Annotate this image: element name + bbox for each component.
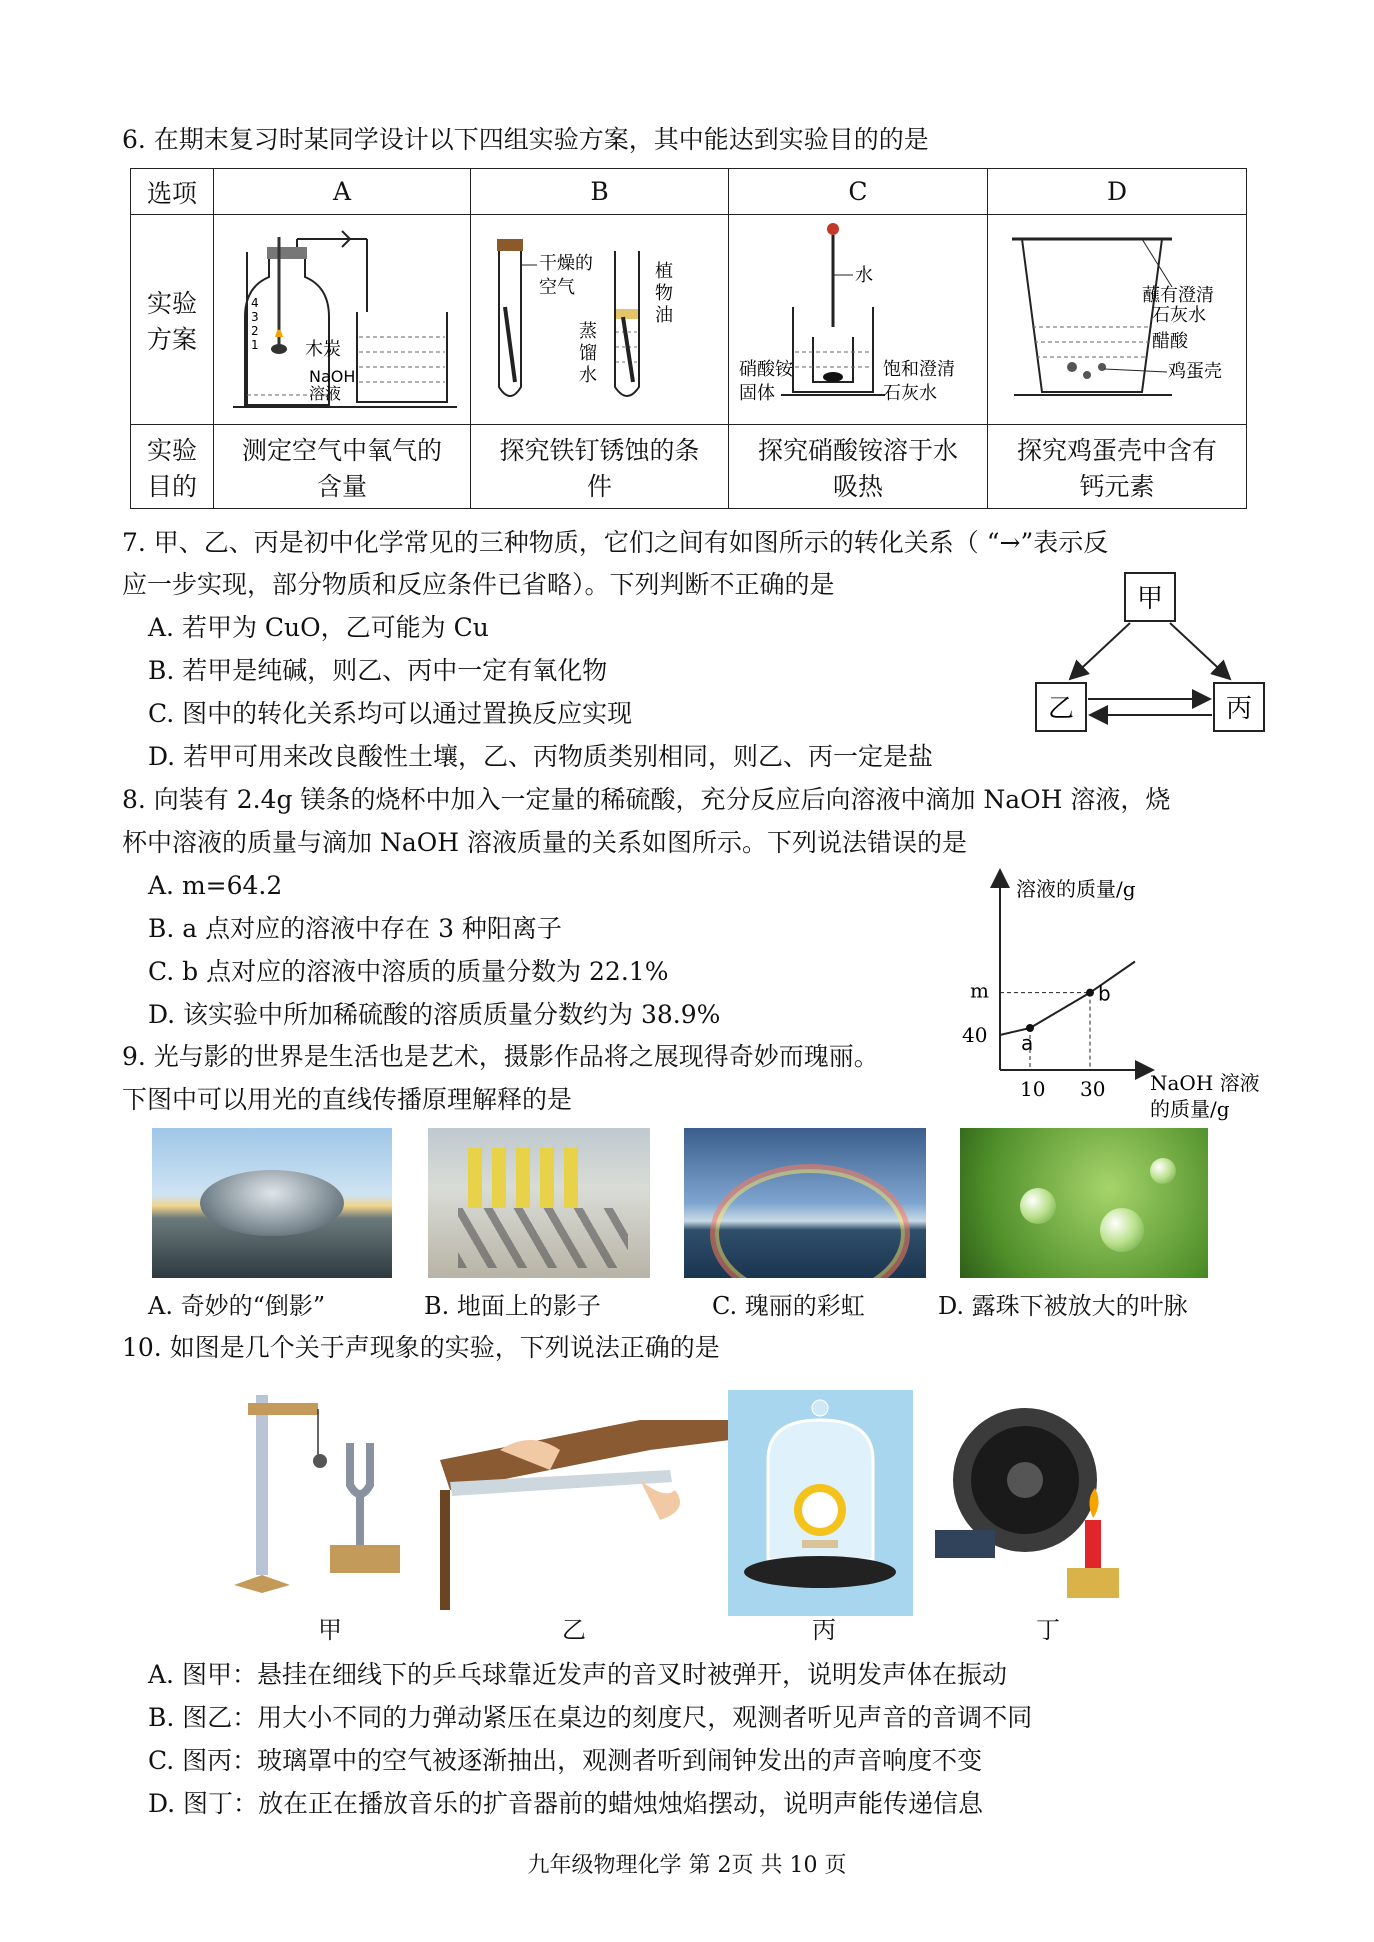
nail-rust-test-tubes-diagram xyxy=(475,217,725,417)
oxygen-measure-apparatus-diagram xyxy=(217,217,467,417)
x-axis-label-line-2: 的质量/g xyxy=(1150,1097,1230,1121)
svg-text:蒸: 蒸 xyxy=(578,320,597,342)
svg-text:油: 油 xyxy=(654,304,673,326)
svg-text:石灰水: 石灰水 xyxy=(883,382,937,404)
q9-stem-line-2: 下图中可以用光的直线传播原理解释的是 xyxy=(122,1085,573,1114)
q6-b-apparatus xyxy=(471,215,729,425)
q10-option-c: C. 图丙：玻璃罩中的空气被逐渐抽出，观测者听到闹钟发出的声音响度不变 xyxy=(148,1746,983,1775)
q9-caption-b: B. 地面上的影子 xyxy=(424,1292,601,1320)
q10-figure-label-bing: 丙 xyxy=(812,1616,836,1644)
q10-option-d: D. 图丁：放在正在播放音乐的扩音器前的蜡烛烛焰摆动，说明声能传递信息 xyxy=(148,1789,984,1818)
q6-plan-label: 实验 方案 xyxy=(131,215,214,425)
svg-text:蘸有澄清: 蘸有澄清 xyxy=(1142,284,1214,306)
q6-col-d-letter: D xyxy=(988,169,1247,215)
q6-goal-label: 实验 目的 xyxy=(131,425,214,509)
q6-c-apparatus xyxy=(729,215,988,425)
x-axis-label-line-1: NaOH 溶液 xyxy=(1150,1071,1260,1095)
ammonium-nitrate-beaker-diagram xyxy=(733,217,983,417)
q7-option-b: B. 若甲是纯碱，则乙、丙中一定有氧化物 xyxy=(148,656,608,685)
q6-stem: 6. 在期末复习时某同学设计以下四组实验方案，其中能达到实验目的的是 xyxy=(122,125,929,154)
q6-d-apparatus xyxy=(988,215,1247,425)
q9-caption-c: C. 瑰丽的彩虹 xyxy=(712,1292,865,1320)
page-footer: 九年级物理化学 第 2页 共 10 页 xyxy=(527,1853,847,1878)
q10-figure-label-ding: 丁 xyxy=(1036,1616,1060,1644)
q10-option-b: B. 图乙：用大小不同的力弹动紧压在桌边的刻度尺，观测者听见声音的音调不同 xyxy=(148,1703,1033,1732)
q7-stem-line-2: 应一步实现，部分物质和反应条件已省略）。下列判断不正确的是 xyxy=(122,570,835,599)
q10-option-a: A. 图甲：悬挂在细线下的乒乓球靠近发声的音叉时被弹开，说明发声体在振动 xyxy=(148,1660,1007,1689)
svg-text:固体: 固体 xyxy=(739,382,775,404)
q6-col-a-letter: A xyxy=(214,169,471,215)
speaker-candle-illustration xyxy=(935,1400,1145,1610)
q9-stem-line-1: 9. 光与影的世界是生活也是艺术，摄影作品将之展现得奇妙而瑰丽。 xyxy=(122,1042,879,1071)
svg-text:水: 水 xyxy=(855,264,873,286)
svg-text:空气: 空气 xyxy=(538,276,575,298)
q8-option-b: B. a 点对应的溶液中存在 3 种阳离子 xyxy=(148,914,562,943)
bell-jar-alarm-clock-illustration xyxy=(728,1390,913,1616)
node-bing: 丙 xyxy=(1225,694,1253,724)
q7-stem-line-1: 7. 甲、乙、丙是初中化学常见的三种物质，它们之间有如图所示的转化关系（ “→”表示反 xyxy=(122,528,1109,557)
svg-text:水: 水 xyxy=(578,364,597,386)
svg-text:溶液: 溶液 xyxy=(309,383,342,403)
q10-stem: 10. 如图是几个关于声现象的实验，下列说法正确的是 xyxy=(122,1333,720,1362)
q7-option-a: A. 若甲为 CuO，乙可能为 Cu xyxy=(148,613,489,642)
q6-b-goal: 探究铁钉锈蚀的条 件 xyxy=(471,425,729,509)
node-jia: 甲 xyxy=(1136,584,1164,614)
y-tick-40: 40 xyxy=(962,1023,988,1047)
svg-text:干燥的: 干燥的 xyxy=(538,252,593,274)
q6-a-goal: 测定空气中氧气的 含量 xyxy=(214,425,471,509)
svg-text:饱和澄清: 饱和澄清 xyxy=(883,358,955,380)
q8-option-a: A. m=64.2 xyxy=(148,871,283,900)
q8-option-d: D. 该实验中所加稀硫酸的溶质质量分数约为 38.9% xyxy=(148,1000,721,1029)
x-tick-30: 30 xyxy=(1080,1077,1106,1101)
svg-text:醋酸: 醋酸 xyxy=(1152,330,1188,352)
series-line xyxy=(1000,962,1135,1036)
q6-table xyxy=(130,168,1247,509)
tuning-fork-pendulum-illustration xyxy=(230,1385,440,1605)
photo-reflection xyxy=(152,1128,392,1278)
node-yi: 乙 xyxy=(1047,694,1075,724)
ruler-on-table-illustration xyxy=(440,1420,730,1620)
x-tick-10: 10 xyxy=(1020,1077,1046,1101)
label-charcoal: 木炭 xyxy=(305,338,341,360)
y-tick-m: m xyxy=(970,978,989,1003)
svg-text:NaOH: NaOH xyxy=(309,366,356,386)
svg-text:硝酸铵: 硝酸铵 xyxy=(739,358,793,380)
q6-d-goal: 探究鸡蛋壳中含有 钙元素 xyxy=(988,425,1247,509)
q8-option-c: C. b 点对应的溶液中溶质的质量分数为 22.1% xyxy=(148,957,669,986)
svg-text:植: 植 xyxy=(654,260,673,282)
photo-shadows xyxy=(428,1128,650,1278)
point-b xyxy=(1086,989,1094,997)
q10-figure-label-jia: 甲 xyxy=(318,1616,342,1644)
q7-option-c: C. 图中的转化关系均可以通过置换反应实现 xyxy=(148,699,633,728)
q8-solution-mass-chart xyxy=(960,868,1280,1138)
point-a-label: a xyxy=(1021,1031,1034,1055)
svg-text:石灰水: 石灰水 xyxy=(1152,304,1206,326)
q8-stem-line-1: 8. 向装有 2.4g 镁条的烧杯中加入一定量的稀硫酸，充分反应后向溶液中滴加 NaOH 溶液，烧 xyxy=(122,785,1171,814)
svg-text:2: 2 xyxy=(251,323,259,338)
q6-col-b-letter: B xyxy=(471,169,729,215)
q7-conversion-diagram xyxy=(1030,565,1270,740)
q6-a-apparatus xyxy=(214,215,471,425)
q9-caption-d: D. 露珠下被放大的叶脉 xyxy=(938,1292,1188,1320)
photo-rainbow xyxy=(684,1128,926,1278)
point-b-label: b xyxy=(1098,981,1111,1006)
svg-text:1: 1 xyxy=(251,337,259,352)
y-axis-label: 溶液的质量/g xyxy=(1016,877,1136,901)
q6-col-c-letter: C xyxy=(729,169,988,215)
q8-stem-line-2: 杯中溶液的质量与滴加 NaOH 溶液质量的关系如图所示。下列说法错误的是 xyxy=(122,828,967,857)
q6-c-goal: 探究硝酸铵溶于水 吸热 xyxy=(729,425,988,509)
svg-text:物: 物 xyxy=(654,282,673,304)
q6-header-label: 选项 xyxy=(131,169,214,215)
q9-caption-a: A. 奇妙的“倒影” xyxy=(148,1292,326,1320)
svg-text:4: 4 xyxy=(251,295,259,310)
q7-option-d: D. 若甲可用来改良酸性土壤，乙、丙物质类别相同，则乙、丙一定是盐 xyxy=(148,742,934,771)
q10-figure-label-yi: 乙 xyxy=(562,1616,586,1644)
svg-text:馏: 馏 xyxy=(578,342,597,364)
svg-text:3: 3 xyxy=(251,309,259,324)
svg-text:鸡蛋壳: 鸡蛋壳 xyxy=(1168,360,1222,382)
photo-dewdrop-leaf xyxy=(960,1128,1208,1278)
eggshell-acid-diagram xyxy=(992,217,1242,417)
